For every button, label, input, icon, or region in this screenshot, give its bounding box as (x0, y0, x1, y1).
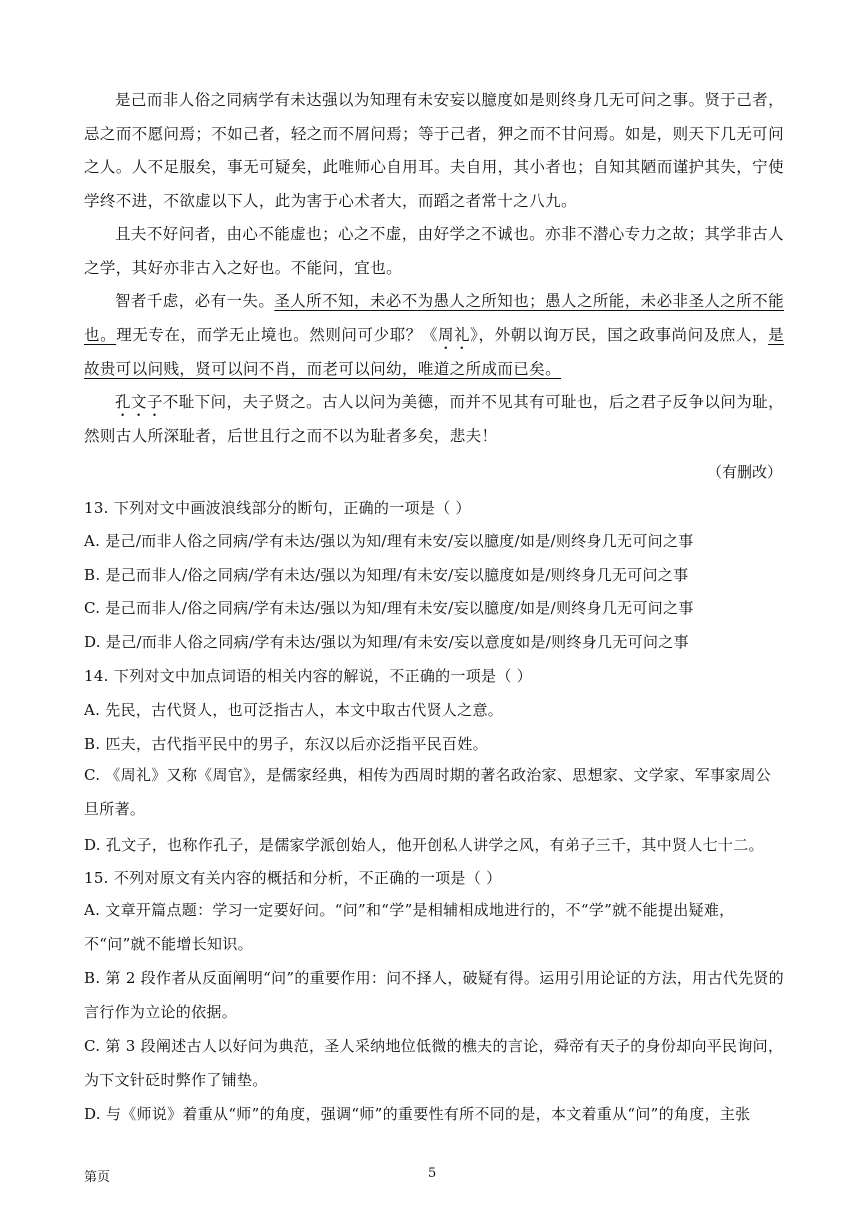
question-14-stem: 14. 下列对文中加点词语的相关内容的解说，不正确的一项是（ ） (84, 667, 532, 685)
question-13-option-a: A. 是己/而非人俗之同病/学有未达/强以为知/理有未安/妄以臆度/如是/则终身几无可问之事 (84, 532, 694, 550)
question-15-option-a: A. 文章开篇点题：学习一定要好问。“问”和“学”是相辅相成地进行的，不“学”就不能提出疑难，不“问”就不能增长知识。 (84, 901, 735, 953)
passage-paragraph-4 (84, 386, 784, 454)
underlined-sentence: 圣人所不知，未必不为愚人之所知也；愚人之所能，未必非圣人之所不能也。 (84, 292, 784, 344)
question-14-option-a: A. 先民，古代贤人，也可泛指古人，本文中取古代贤人之意。 (84, 701, 504, 719)
passage-text: 且夫不好问者，由心不能虚也；心之不虚，由好学之不诚也。亦非不潜心专力之故；其学非古人之学，其好亦非古入之好也。不能问，宜也。 (84, 225, 784, 277)
passage-paragraph-1 (84, 84, 784, 218)
passage-paragraph-2 (84, 218, 784, 285)
passage-text: 》，外朝以询万民，国之政事尚问及庶人， (470, 325, 769, 344)
passage-text: 智者千虑，必有一失。 (115, 292, 275, 310)
question-14-option-d: D. 孔文子，也称作孔子，是儒家学派创始人，他开创私人讲学之风，有弟子三千，其中贤人七十二。 (84, 836, 764, 854)
dotted-term: 周礼 (437, 325, 471, 344)
question-15-option-d: D. 与《师说》着重从“师”的角度，强调“师”的重要性有所不同的是，本文着重从“问”的角度，主张 (84, 1105, 751, 1123)
passage-text: 不耻下问，夫子贤之。古人以问为美德，而并不见其有可耻也，后之君子反争以问为耻，然则古人所深耻者，后世且行之而不以为耻者多矣，悲夫！ (84, 393, 785, 445)
question-13-option-c: C. 是己而非人/俗之同病/学有未达/强以为知/理有未安/妄以臆度/如是/则终身几无可问之事 (84, 599, 694, 617)
question-13-option-d: D. 是己/而非人俗之同病/学有未达/强以为知理/有未安/妄以意度如是/则终身几无可问之事 (84, 633, 689, 651)
question-13-stem: 13. 下列对文中画波浪线部分的断句，正确的一项是（ ） (84, 499, 471, 517)
passage-text: 理无专在，而学无止境也。然则问可少耶？《 (116, 325, 438, 344)
passage-text: 是己而非人俗之同病学有未达强以为知理有未安妄以臆度如是则终身几无可问之事。贤于己者，忌之而不愿问焉；不如己者，轻之而不屑问焉；等于己者，狎之而不甘问焉。如是，则天下几无可问之人。人不足服矣，事无可疑矣，此唯师心自用耳。夫自用，其小者也；自知其陋而谨护其失，宁使学终不进，不欲虚以下人，此为害于心术者大，而蹈之者常十之八九。 (84, 91, 784, 210)
question-15-option-b: B. 第 2 段作者从反面阐明“问”的重要作用：问不择人，破疑有得。运用引用论证的方法，用古代先贤的言行作为立论的依据。 (84, 969, 784, 1021)
question-14-option-b: B. 匹夫，古代指平民中的男子，东汉以后亦泛指平民百姓。 (84, 735, 488, 753)
dotted-term: 孔文子 (115, 393, 163, 411)
question-15-stem: 15. 不列对原文有关内容的概括和分析，不正确的一项是（ ） (84, 869, 502, 887)
footer-label: 第页 (84, 1170, 111, 1185)
underlined-sentence: 是故贵可以问贱，贤可以问不肖，而老可以问幼，唯道之所成而已矣。 (84, 325, 784, 378)
question-13-option-b: B. 是己而非人/俗之同病/学有未达/强以为知理/有未安/妄以臆度如是/则终身几无可问之事 (84, 566, 689, 584)
page-number: 5 (428, 1166, 437, 1181)
question-15-option-c: C. 第 3 段阐述古人以好问为典范，圣人采纳地位低微的樵夫的言论，舜帝有天子的身份却向平民询问，为下文针砭时弊作了铺垫。 (84, 1037, 784, 1089)
source-note: （有删改） (706, 463, 782, 481)
passage-paragraph-3 (84, 285, 784, 386)
question-14-option-c: C. 《周礼》又称《周官》，是儒家经典，相传为西周时期的著名政治家、思想家、文学家、军事家周公旦所著。 (84, 766, 772, 818)
